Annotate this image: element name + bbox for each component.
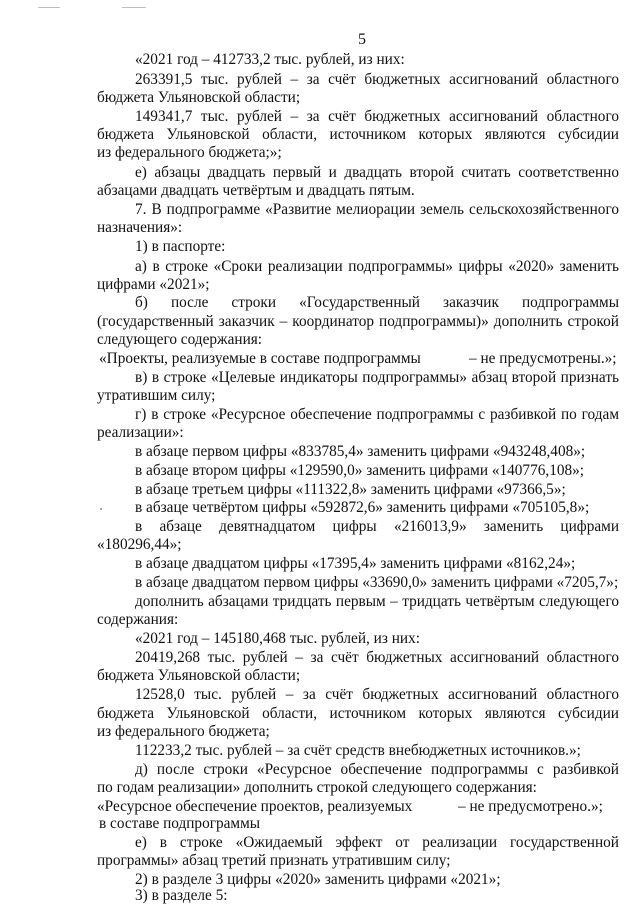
text-line: г) в строке «Ресурсное обеспечение подпрограммы с разбивкой по годам xyxy=(135,406,619,423)
text-line: бюджета Ульяновской области; xyxy=(97,89,301,106)
text-line: б) после строки «Государственный заказчик подпрограммы xyxy=(135,294,619,311)
text-line: из федерального бюджета; xyxy=(97,723,270,740)
text-line: 149341,7 тыс. рублей – за счёт бюджетных ассигнований областного xyxy=(135,108,619,125)
text-line: абзацами двадцать четвёртым и двадцать пятым. xyxy=(97,182,415,199)
text-line: е) абзацы двадцать первый и двадцать второй считать соответственно xyxy=(135,164,619,181)
text-line: – не предусмотрены.»; xyxy=(469,350,617,367)
text-line: в абзаце четвёртом цифры «592872,6» заменить цифрами «705105,8»; xyxy=(135,499,590,516)
scan-speck xyxy=(100,508,102,510)
scan-mark xyxy=(38,7,60,8)
text-line: цифрами «2021»; xyxy=(97,276,210,293)
text-line: 263391,5 тыс. рублей – за счёт бюджетных ассигнований областного xyxy=(135,71,619,88)
text-line: реализации»: xyxy=(97,424,184,441)
text-line: программы» абзац третий признать утратившим силу; xyxy=(97,852,451,869)
text-line: в абзаце двадцатом цифры «17395,4» заменить цифрами «8162,24»; xyxy=(135,555,576,572)
text-line: в составе подпрограммы xyxy=(99,815,261,832)
text-line: в) в строке «Целевые индикаторы подпрограммы» абзац второй признать xyxy=(135,369,619,386)
text-line: 7. В подпрограмме «Развитие мелиорации земель сельскохозяйственного xyxy=(135,201,619,218)
text-line: по годам реализации» дополнить строкой следующего содержания: xyxy=(97,779,537,796)
text-line: дополнить абзацами тридцать первым – тридцать четвёртым следующего xyxy=(135,593,619,610)
text-line: 112233,2 тыс. рублей – за счёт средств внебюджетных источников.»; xyxy=(135,742,581,759)
scan-mark xyxy=(122,7,146,8)
text-line: «2021 год – 412733,2 тыс. рублей, из них: xyxy=(135,51,405,68)
text-line: а) в строке «Сроки реализации подпрограммы» цифры «2020» заменить xyxy=(135,258,619,275)
text-line: из федерального бюджета;»; xyxy=(97,144,282,161)
text-line: «Ресурсное обеспечение проектов, реализуемых xyxy=(97,798,413,815)
text-line: бюджета Ульяновской области, источником которых являются субсидии xyxy=(97,126,619,143)
text-line: «2021 год – 145180,468 тыс. рублей, из них: xyxy=(135,630,421,647)
text-line: «180296,44»; xyxy=(97,536,182,553)
text-line: – не предусмотрено.»; xyxy=(458,798,603,815)
text-line: «Проекты, реализуемые в составе подпрограммы xyxy=(99,350,421,367)
text-line: содержания: xyxy=(97,611,179,628)
text-line: е) в строке «Ожидаемый эффект от реализации государственной xyxy=(135,834,619,851)
text-line: в абзаце первом цифры «833785,4» заменить цифрами «943248,408»; xyxy=(135,443,586,460)
text-line: назначения»: xyxy=(97,219,183,236)
text-line: 20419,268 тыс. рублей – за счёт бюджетных ассигнований областного xyxy=(135,649,619,666)
text-line: 3) в разделе 5: xyxy=(135,887,228,904)
text-line: в абзаце третьем цифры «111322,8» заменить цифрами «97366,5»; xyxy=(135,481,566,498)
text-line: следующего содержания: xyxy=(97,331,263,348)
text-line: 12528,0 тыс. рублей – за счёт бюджетных ассигнований областного xyxy=(135,686,619,703)
text-line: в абзаце двадцатом первом цифры «33690,0» заменить цифрами «7205,7»; xyxy=(135,574,619,591)
page-number: 5 xyxy=(358,31,366,48)
text-line: утратившим силу; xyxy=(97,387,216,404)
text-line: (государственный заказчик – координатор подпрограммы)» дополнить строкой xyxy=(97,313,619,330)
text-line: бюджета Ульяновской области; xyxy=(97,667,301,684)
text-line: д) после строки «Ресурсное обеспечение подпрограммы с разбивкой xyxy=(135,761,619,778)
text-line: 2) в разделе 3 цифры «2020» заменить цифрами «2021»; xyxy=(135,871,501,888)
text-line: бюджета Ульяновской области, источником которых являются субсидии xyxy=(97,705,619,722)
text-line: в абзаце втором цифры «129590,0» заменить цифрами «140776,108»; xyxy=(135,462,585,479)
text-line: в абзаце девятнадцатом цифры «216013,9» заменить цифрами xyxy=(135,518,619,535)
text-line: 1) в паспорте: xyxy=(135,238,226,255)
